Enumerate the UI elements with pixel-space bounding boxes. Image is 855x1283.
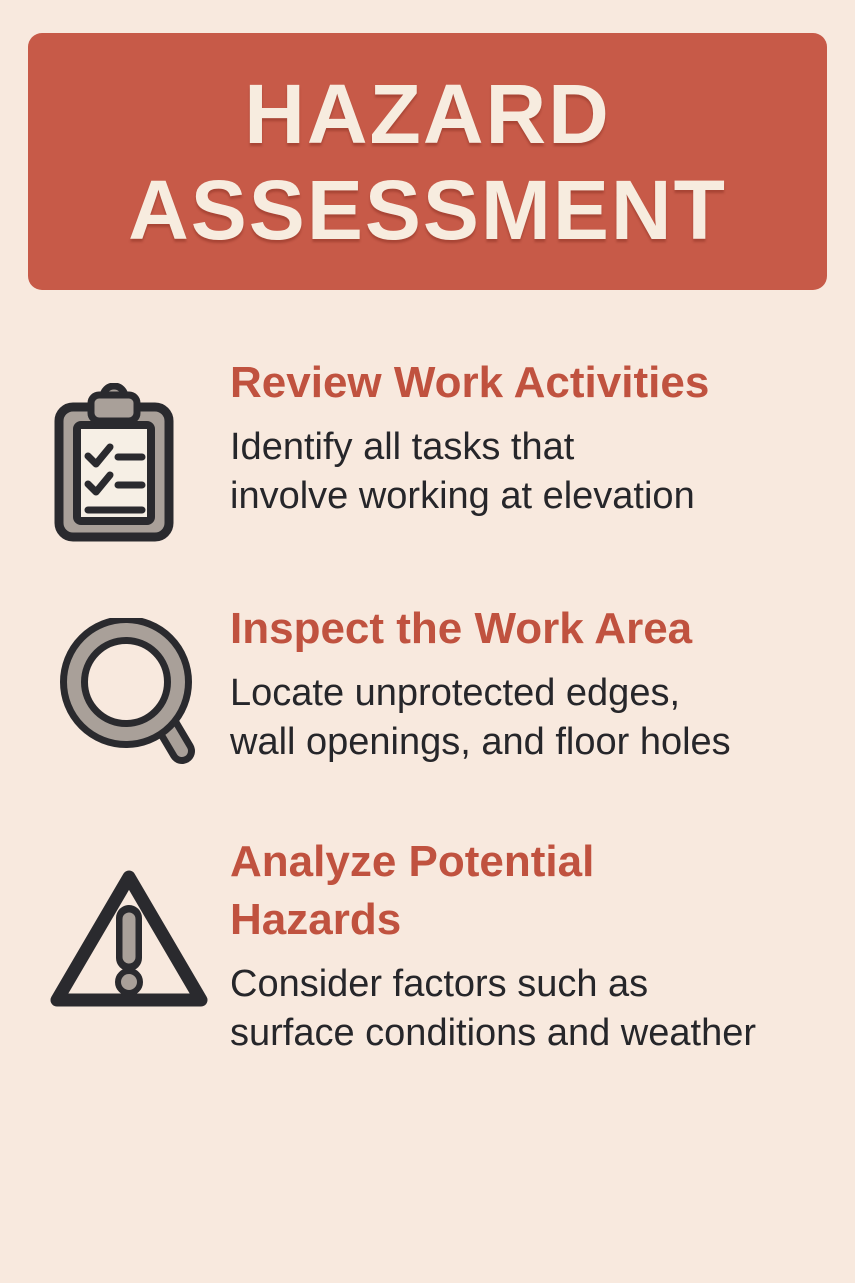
section-title-line-2: Hazards [230, 895, 402, 944]
section-description-line: wall openings, and floor holes [230, 721, 731, 763]
section-description [230, 960, 850, 1058]
section-description-line: Locate unprotected edges, [230, 672, 681, 714]
section-description-line: surface conditions and weather [230, 1012, 756, 1054]
section-description-line: Consider factors such as [230, 963, 649, 1005]
clipboard-checklist-icon [53, 383, 175, 548]
poster-title-line-2: ASSESSMENT [128, 162, 727, 257]
section-text-block [230, 354, 850, 521]
section-description-line: Identify all tasks that [230, 426, 575, 468]
section-title: Review Work Activities [230, 358, 710, 407]
section-description [230, 423, 850, 521]
warning-triangle-icon [44, 866, 214, 1021]
section-title: Inspect the Work Area [230, 604, 693, 653]
section-text-block [230, 833, 850, 1058]
poster-title-line-1: HAZARD [244, 66, 611, 161]
section-description [230, 669, 850, 767]
header-banner [28, 33, 827, 290]
section-description-line: involve working at elevation [230, 475, 695, 517]
section-text-block [230, 600, 850, 767]
section-title: Analyze Potential [230, 837, 595, 886]
magnifier-icon [56, 618, 196, 781]
